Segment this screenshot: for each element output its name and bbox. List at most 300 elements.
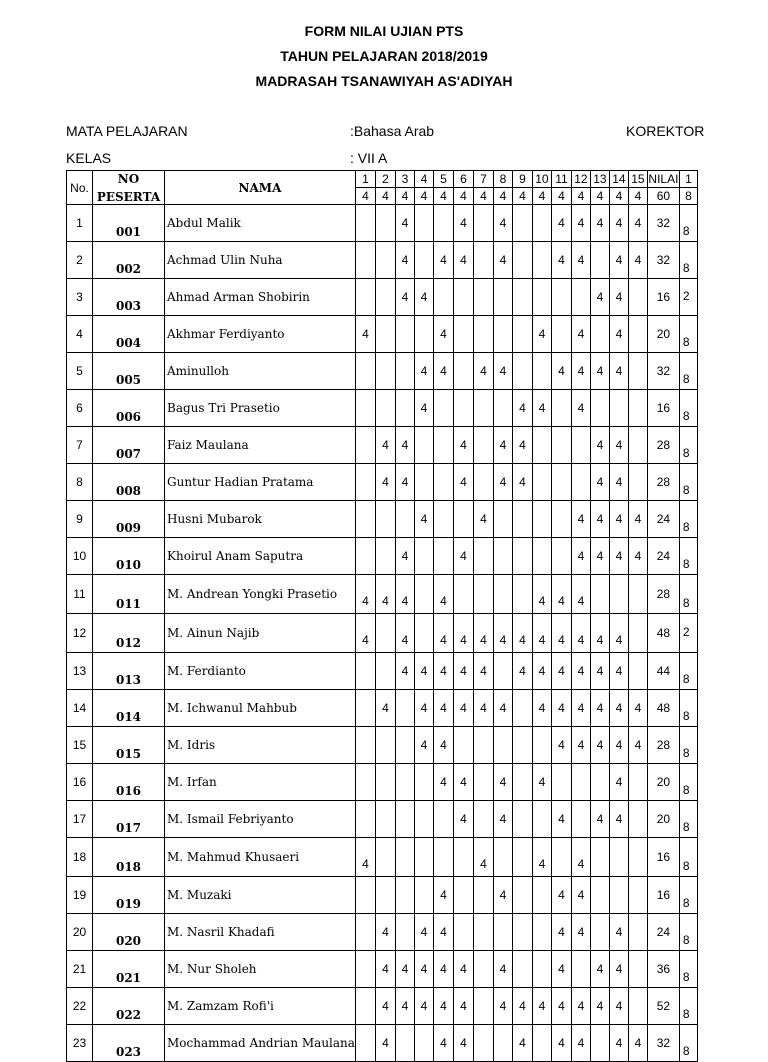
student-name: M. Irfan — [165, 764, 356, 801]
score-cell — [628, 951, 647, 988]
nilai-cell: 20 — [647, 764, 679, 801]
score-cell — [453, 914, 473, 951]
score-cell — [473, 951, 493, 988]
extra-cell: 8 — [679, 316, 697, 353]
score-cell: 4 — [473, 501, 493, 538]
score-cell: 4 — [571, 614, 590, 653]
score-cell: 4 — [453, 464, 473, 501]
score-cell: 4 — [532, 653, 551, 690]
row-number: 2 — [67, 242, 93, 279]
extra-cell: 8 — [679, 801, 697, 838]
score-cell: 4 — [512, 988, 532, 1025]
score-cell — [473, 390, 493, 427]
extra-cell: 8 — [679, 205, 697, 242]
score-cell — [551, 427, 571, 464]
score-cell — [453, 501, 473, 538]
score-table — [66, 170, 698, 1062]
row-number: 8 — [67, 464, 93, 501]
table-row — [67, 914, 698, 951]
score-cell: 4 — [609, 427, 628, 464]
score-cell: 4 — [414, 727, 433, 764]
score-cell — [551, 838, 571, 877]
score-cell: 4 — [590, 501, 609, 538]
participant-number: 006 — [93, 390, 165, 427]
student-name: M. Ismail Febriyanto — [165, 801, 356, 838]
student-name: M. Ainun Najib — [165, 614, 356, 653]
score-cell — [355, 464, 375, 501]
score-cell — [395, 316, 414, 353]
participant-number: 005 — [93, 353, 165, 390]
student-name: M. Ichwanul Mahbub — [165, 690, 356, 727]
score-cell — [414, 242, 433, 279]
participant-number: 013 — [93, 653, 165, 690]
student-name: Akhmar Ferdiyanto — [165, 316, 356, 353]
score-cell — [355, 205, 375, 242]
header-question-6: 6 — [453, 171, 473, 188]
max-score-2: 4 — [375, 188, 395, 205]
student-name: Abdul Malik — [165, 205, 356, 242]
score-cell — [532, 242, 551, 279]
score-cell: 4 — [609, 914, 628, 951]
score-cell: 4 — [453, 205, 473, 242]
score-cell: 4 — [493, 877, 512, 914]
header-question-8: 8 — [493, 171, 512, 188]
score-cell — [512, 727, 532, 764]
score-cell — [375, 877, 395, 914]
participant-number: 010 — [93, 538, 165, 575]
score-cell — [375, 614, 395, 653]
participant-number: 012 — [93, 614, 165, 653]
student-name: Khoirul Anam Saputra — [165, 538, 356, 575]
kelas-label: KELAS — [66, 150, 112, 166]
score-cell: 4 — [355, 316, 375, 353]
score-cell: 4 — [590, 951, 609, 988]
score-cell — [414, 316, 433, 353]
score-cell: 4 — [414, 501, 433, 538]
score-cell: 4 — [532, 614, 551, 653]
extra-cell: 8 — [679, 390, 697, 427]
participant-number: 002 — [93, 242, 165, 279]
nilai-cell: 36 — [647, 951, 679, 988]
participant-number: 015 — [93, 727, 165, 764]
score-cell: 4 — [375, 1025, 395, 1062]
score-cell — [512, 764, 532, 801]
max-score-4: 4 — [414, 188, 433, 205]
score-cell — [473, 538, 493, 575]
header-question-11: 11 — [551, 171, 571, 188]
score-cell: 4 — [532, 390, 551, 427]
table-row — [67, 690, 698, 727]
score-cell — [512, 353, 532, 390]
extra-cell: 8 — [679, 727, 697, 764]
score-cell — [628, 877, 647, 914]
table-row — [67, 538, 698, 575]
score-cell — [414, 575, 433, 614]
score-cell — [532, 464, 551, 501]
score-cell — [551, 279, 571, 316]
row-number: 12 — [67, 614, 93, 653]
korektor-label: KOREKTOR — [626, 123, 704, 139]
extra-cell: 8 — [679, 653, 697, 690]
score-cell: 4 — [473, 614, 493, 653]
score-cell — [414, 801, 433, 838]
nilai-cell: 28 — [647, 575, 679, 614]
score-cell — [590, 1025, 609, 1062]
score-cell — [375, 353, 395, 390]
extra-cell: 8 — [679, 353, 697, 390]
student-name: M. Zamzam Rofi'i — [165, 988, 356, 1025]
nilai-cell: 24 — [647, 538, 679, 575]
score-cell: 4 — [571, 501, 590, 538]
score-cell — [414, 205, 433, 242]
score-cell: 4 — [551, 205, 571, 242]
score-cell — [493, 279, 512, 316]
extra-cell: 8 — [679, 427, 697, 464]
score-cell: 4 — [590, 988, 609, 1025]
score-cell — [532, 279, 551, 316]
score-cell — [532, 427, 551, 464]
score-cell — [532, 801, 551, 838]
score-cell — [493, 316, 512, 353]
student-name: M. Nasril Khadafi — [165, 914, 356, 951]
score-cell: 4 — [532, 838, 551, 877]
score-cell: 4 — [609, 501, 628, 538]
score-cell: 4 — [609, 653, 628, 690]
header-question-5: 5 — [433, 171, 453, 188]
score-cell — [512, 951, 532, 988]
score-cell — [493, 390, 512, 427]
score-cell — [433, 501, 453, 538]
row-number: 5 — [67, 353, 93, 390]
score-cell: 4 — [414, 279, 433, 316]
score-cell — [532, 727, 551, 764]
participant-number: 023 — [93, 1025, 165, 1062]
score-cell: 4 — [355, 614, 375, 653]
score-cell: 4 — [414, 690, 433, 727]
score-cell: 4 — [609, 727, 628, 764]
header-question-2: 2 — [375, 171, 395, 188]
score-cell: 4 — [433, 316, 453, 353]
score-cell — [590, 390, 609, 427]
score-cell — [512, 877, 532, 914]
score-cell — [532, 951, 551, 988]
score-cell — [473, 1025, 493, 1062]
score-cell: 4 — [609, 614, 628, 653]
score-cell — [493, 653, 512, 690]
header-row-questions — [67, 171, 698, 188]
score-cell — [375, 838, 395, 877]
row-number: 20 — [67, 914, 93, 951]
row-number: 18 — [67, 838, 93, 877]
score-cell — [375, 279, 395, 316]
max-score-11: 4 — [551, 188, 571, 205]
score-cell — [375, 653, 395, 690]
score-cell — [571, 427, 590, 464]
max-score-6: 4 — [453, 188, 473, 205]
row-number: 10 — [67, 538, 93, 575]
score-cell: 4 — [590, 279, 609, 316]
score-cell: 4 — [395, 205, 414, 242]
score-cell: 4 — [571, 914, 590, 951]
score-cell: 4 — [571, 242, 590, 279]
score-cell: 4 — [571, 575, 590, 614]
score-cell: 4 — [473, 838, 493, 877]
score-cell — [433, 205, 453, 242]
score-cell: 4 — [590, 653, 609, 690]
header-question-1: 1 — [355, 171, 375, 188]
score-cell: 4 — [512, 427, 532, 464]
score-cell — [493, 914, 512, 951]
score-cell — [355, 353, 375, 390]
score-cell — [355, 988, 375, 1025]
student-name: Husni Mubarok — [165, 501, 356, 538]
score-cell — [532, 501, 551, 538]
row-number: 9 — [67, 501, 93, 538]
score-cell — [395, 1025, 414, 1062]
header-nilai: NILAI — [648, 172, 679, 186]
nilai-cell: 24 — [647, 501, 679, 538]
score-cell: 4 — [473, 653, 493, 690]
extra-cell: 8 — [679, 242, 697, 279]
table-row — [67, 764, 698, 801]
score-cell: 4 — [628, 538, 647, 575]
score-cell: 4 — [532, 690, 551, 727]
score-cell: 4 — [571, 1025, 590, 1062]
score-cell — [355, 801, 375, 838]
row-number: 16 — [67, 764, 93, 801]
score-cell: 4 — [628, 690, 647, 727]
score-cell — [414, 538, 433, 575]
score-cell — [493, 575, 512, 614]
nilai-cell: 32 — [647, 353, 679, 390]
score-cell — [590, 242, 609, 279]
nilai-cell: 24 — [647, 914, 679, 951]
score-cell: 4 — [414, 951, 433, 988]
score-cell — [395, 501, 414, 538]
score-cell — [375, 727, 395, 764]
score-cell: 4 — [453, 242, 473, 279]
score-cell: 4 — [453, 801, 473, 838]
student-name: M. Mahmud Khusaeri — [165, 838, 356, 877]
extra-cell: 8 — [679, 914, 697, 951]
score-cell — [609, 877, 628, 914]
score-cell — [493, 838, 512, 877]
table-row — [67, 575, 698, 614]
header-question-7: 7 — [473, 171, 493, 188]
student-name: M. Nur Sholeh — [165, 951, 356, 988]
score-cell — [609, 390, 628, 427]
score-cell — [512, 538, 532, 575]
score-cell: 4 — [512, 614, 532, 653]
score-cell: 4 — [433, 877, 453, 914]
header-no-peserta — [93, 171, 165, 205]
score-cell: 4 — [609, 538, 628, 575]
score-cell — [414, 614, 433, 653]
score-cell — [433, 464, 453, 501]
score-cell — [571, 951, 590, 988]
score-cell: 4 — [609, 279, 628, 316]
header-extra: 1 — [679, 171, 697, 188]
score-cell — [433, 801, 453, 838]
score-cell: 4 — [609, 801, 628, 838]
extra-cell: 8 — [679, 988, 697, 1025]
score-cell: 4 — [571, 390, 590, 427]
score-cell: 4 — [433, 690, 453, 727]
score-cell — [628, 988, 647, 1025]
table-row — [67, 279, 698, 316]
score-cell — [355, 690, 375, 727]
score-cell: 4 — [590, 205, 609, 242]
score-cell — [355, 390, 375, 427]
extra-cell: 8 — [679, 501, 697, 538]
score-cell — [473, 801, 493, 838]
score-cell — [551, 501, 571, 538]
score-cell: 4 — [493, 614, 512, 653]
student-name: Aminulloh — [165, 353, 356, 390]
score-cell: 4 — [493, 427, 512, 464]
row-number: 7 — [67, 427, 93, 464]
row-number: 15 — [67, 727, 93, 764]
score-cell — [628, 390, 647, 427]
score-cell — [532, 914, 551, 951]
score-cell — [395, 690, 414, 727]
score-cell: 4 — [571, 838, 590, 877]
max-score-9: 4 — [512, 188, 532, 205]
score-cell: 4 — [493, 801, 512, 838]
score-cell: 4 — [551, 614, 571, 653]
score-cell: 4 — [571, 690, 590, 727]
table-row — [67, 951, 698, 988]
participant-number: 018 — [93, 838, 165, 877]
score-cell: 4 — [512, 390, 532, 427]
score-cell — [375, 538, 395, 575]
score-cell — [571, 764, 590, 801]
table-row — [67, 205, 698, 242]
score-cell — [355, 951, 375, 988]
max-score-3: 4 — [395, 188, 414, 205]
score-cell: 4 — [571, 877, 590, 914]
score-cell — [395, 727, 414, 764]
nilai-cell: 32 — [647, 205, 679, 242]
table-row — [67, 877, 698, 914]
score-cell: 4 — [453, 427, 473, 464]
score-cell: 4 — [571, 988, 590, 1025]
score-cell: 4 — [493, 353, 512, 390]
score-cell — [453, 575, 473, 614]
score-cell: 4 — [433, 764, 453, 801]
score-cell: 4 — [628, 205, 647, 242]
header-question-15: 15 — [628, 171, 647, 188]
score-cell — [375, 764, 395, 801]
score-cell — [473, 727, 493, 764]
score-cell — [628, 653, 647, 690]
score-cell: 4 — [609, 353, 628, 390]
score-cell — [395, 390, 414, 427]
participant-number: 016 — [93, 764, 165, 801]
score-cell: 4 — [433, 353, 453, 390]
score-cell: 4 — [375, 427, 395, 464]
row-number: 23 — [67, 1025, 93, 1062]
score-cell — [355, 653, 375, 690]
nilai-cell: 16 — [647, 838, 679, 877]
extra-cell: 8 — [679, 464, 697, 501]
table-row — [67, 988, 698, 1025]
score-cell — [395, 838, 414, 877]
row-number: 3 — [67, 279, 93, 316]
score-cell: 4 — [493, 764, 512, 801]
header-question-10: 10 — [532, 171, 551, 188]
score-cell — [590, 838, 609, 877]
score-cell: 4 — [532, 316, 551, 353]
score-cell — [355, 877, 375, 914]
score-cell — [512, 279, 532, 316]
score-cell: 4 — [493, 242, 512, 279]
score-cell: 4 — [590, 538, 609, 575]
score-cell — [473, 914, 493, 951]
score-cell — [532, 205, 551, 242]
score-cell — [355, 1025, 375, 1062]
extra-cell: 8 — [679, 877, 697, 914]
score-cell — [628, 353, 647, 390]
score-cell: 4 — [551, 877, 571, 914]
extra-cell: 8 — [679, 1025, 697, 1062]
extra-cell: 8 — [679, 575, 697, 614]
student-name: Achmad Ulin Nuha — [165, 242, 356, 279]
score-cell: 4 — [551, 801, 571, 838]
nilai-cell: 16 — [647, 877, 679, 914]
nilai-cell: 20 — [647, 316, 679, 353]
score-cell: 4 — [493, 951, 512, 988]
participant-number: 017 — [93, 801, 165, 838]
participant-number: 001 — [93, 205, 165, 242]
score-cell — [571, 801, 590, 838]
student-name: M. Andrean Yongki Prasetio — [165, 575, 356, 614]
score-cell: 4 — [453, 764, 473, 801]
score-cell: 4 — [395, 575, 414, 614]
score-cell — [395, 801, 414, 838]
score-cell: 4 — [395, 538, 414, 575]
score-cell: 4 — [551, 1025, 571, 1062]
score-cell — [590, 316, 609, 353]
score-cell: 4 — [355, 575, 375, 614]
score-cell: 4 — [433, 653, 453, 690]
score-cell — [512, 801, 532, 838]
score-cell: 4 — [512, 653, 532, 690]
score-cell: 4 — [453, 653, 473, 690]
score-cell: 4 — [395, 242, 414, 279]
participant-number: 007 — [93, 427, 165, 464]
score-cell: 4 — [512, 1025, 532, 1062]
participant-number: 011 — [93, 575, 165, 614]
header-question-3: 3 — [395, 171, 414, 188]
participant-number: 020 — [93, 914, 165, 951]
score-cell: 4 — [571, 205, 590, 242]
score-cell: 4 — [395, 279, 414, 316]
school-name: MADRASAH TSANAWIYAH AS'ADIYAH — [255, 73, 513, 89]
score-cell — [355, 764, 375, 801]
extra-cell: 8 — [679, 838, 697, 877]
score-cell: 4 — [609, 1025, 628, 1062]
score-cell: 4 — [571, 316, 590, 353]
extra-cell: 8 — [679, 764, 697, 801]
score-cell: 4 — [473, 353, 493, 390]
score-cell — [355, 501, 375, 538]
score-cell: 4 — [551, 914, 571, 951]
score-cell: 4 — [395, 951, 414, 988]
score-cell: 4 — [590, 801, 609, 838]
score-cell: 4 — [453, 951, 473, 988]
nilai-cell: 28 — [647, 727, 679, 764]
